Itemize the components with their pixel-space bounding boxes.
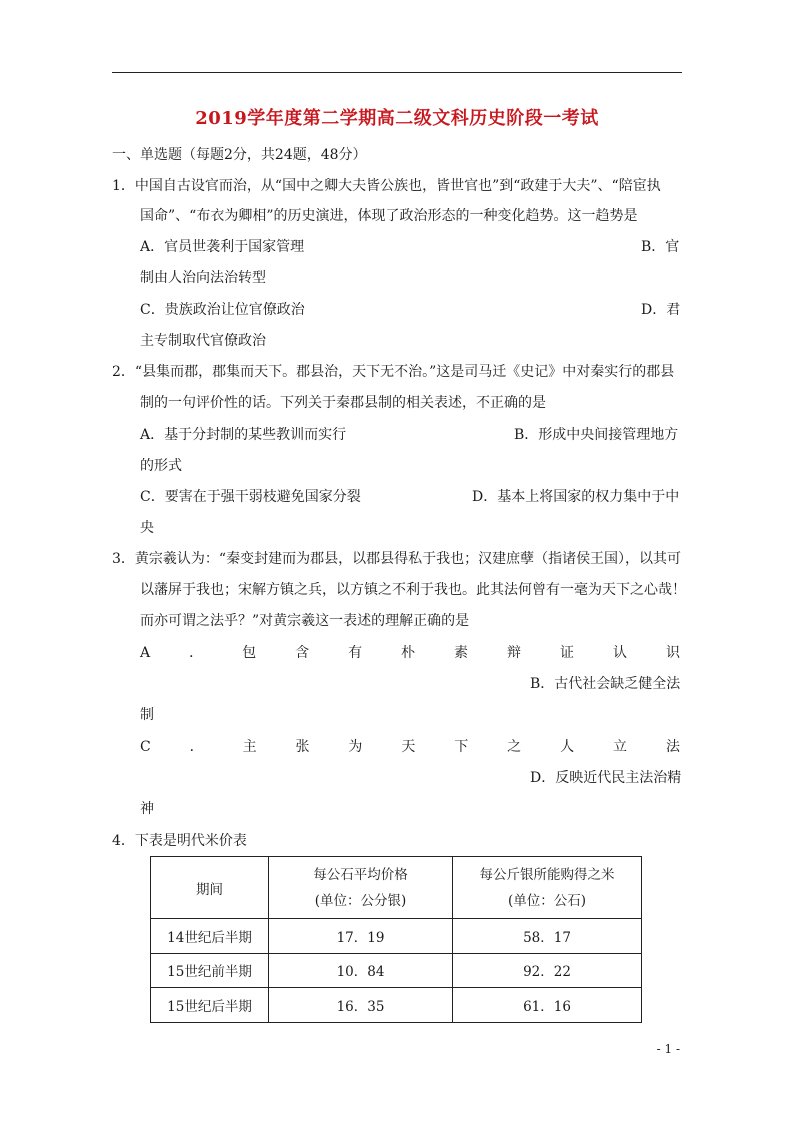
header-price-line1: 每公石平均价格 [313, 866, 408, 883]
q2-option-a: A．基于分封制的某些教训而实行 [140, 427, 347, 443]
q1-stem-line1: 1．中国自古设官而治，从“国中之卿大夫皆公族也，皆世官也”到“政建于大夫”、“陪宦执 [112, 178, 661, 194]
q1-option-d-head: D．君 [641, 302, 681, 318]
q2-option-b-tail: 的形式 [140, 458, 182, 474]
q2-option-d-tail: 央 [140, 520, 154, 536]
header-rule [112, 72, 682, 73]
q3-c-char: 法 [665, 739, 680, 755]
q3-option-a [140, 643, 680, 663]
header-period: 期间 [151, 857, 269, 919]
cell-rice: 61．16 [453, 988, 642, 1023]
table-row [151, 988, 642, 1023]
q3-a-char: 有 [348, 645, 363, 661]
q1-option-d-tail: 主专制取代官僚政治 [140, 333, 266, 349]
page-number: - 1 - [656, 1042, 680, 1056]
q3-a-char: 素 [454, 645, 469, 661]
q3-stem-line1: 3．黄宗羲认为：“秦变封建而为郡县，以郡县得私于我也；汉建庶孽（指诸侯王国），以其可 [112, 551, 682, 567]
q3-a-char: 认 [612, 645, 627, 661]
q3-option-d-tail: 神 [140, 801, 154, 817]
header-price-line2: (单位：公分银) [314, 892, 407, 909]
q3-c-char: 天 [401, 739, 416, 755]
q1-option-b-head: B．官 [641, 239, 680, 255]
q3-c-char: 人 [560, 739, 575, 755]
q3-a-char: 朴 [401, 645, 416, 661]
cell-rice: 92．22 [453, 953, 642, 988]
q2-stem-line2: 制的一句评价性的话。下列关于秦郡县制的相关表述，不正确的是 [140, 395, 546, 411]
q3-c-char: 主 [242, 739, 257, 755]
q3-c-char: 下 [454, 739, 469, 755]
q1-option-c: C．贵族政治让位官僚政治 [140, 302, 305, 318]
q3-stem-line3: 而亦可谓之法乎？”对黄宗羲这一表述的理解正确的是 [140, 613, 470, 629]
cell-price: 10．84 [269, 953, 453, 988]
q3-a-char: A [140, 645, 151, 661]
q3-a-char: 包 [242, 645, 257, 661]
q3-c-char: 张 [295, 739, 310, 755]
q3-option-d-head: D．反映近代民主法治精 [530, 770, 682, 786]
q3-c-char: 立 [613, 739, 628, 755]
q3-c-char: 之 [507, 739, 522, 755]
cell-rice: 58．17 [453, 919, 642, 954]
header-price [269, 857, 453, 919]
q2-option-b-head: B．形成中央间接管理地方 [514, 427, 679, 443]
q3-option-b-head: B．古代社会缺乏健全法 [530, 676, 681, 692]
section-heading: 一、单选题（每题2分，共24题，48分） [112, 147, 367, 163]
header-rice-line1: 每公斤银所能购得之米 [479, 866, 615, 883]
q3-option-c [140, 737, 680, 757]
q1-option-b-tail: 制由人治向法治转型 [140, 270, 266, 286]
cell-price: 16．35 [269, 988, 453, 1023]
header-rice-line2: (单位：公石) [507, 892, 587, 909]
exam-title: 2019学年度第二学期高二级文科历史阶段一考试 [195, 108, 599, 129]
q3-a-char: 识 [665, 645, 680, 661]
cell-period: 15世纪前半期 [151, 953, 269, 988]
q1-stem-line2: 国命”、“布衣为卿相”的历史演进，体现了政治形态的一种变化趋势。这一趋势是 [140, 208, 638, 224]
cell-price: 17．19 [269, 919, 453, 954]
q3-c-char: C [140, 739, 151, 755]
q3-a-char: ． [189, 645, 204, 661]
q3-stem-line2: 以藩屏于我也；宋解方镇之兵，以方镇之不利于我也。此其法何曾有一毫为天下之心哉！ [140, 582, 686, 598]
q3-a-char: 证 [560, 645, 574, 661]
q3-a-char: 含 [295, 645, 310, 661]
q2-option-d-head: D．基本上将国家的权力集中于中 [472, 489, 680, 505]
rice-price-table [150, 856, 642, 1023]
q3-a-char: 辩 [507, 645, 522, 661]
q3-option-b-tail: 制 [140, 707, 154, 723]
cell-period: 15世纪后半期 [151, 988, 269, 1023]
cell-period: 14世纪后半期 [151, 919, 269, 954]
table-row [151, 919, 642, 954]
q1-option-a: A．官员世袭利于国家管理 [140, 239, 305, 255]
q3-c-char: ． [189, 739, 204, 755]
q3-c-char: 为 [348, 739, 363, 755]
table-row [151, 953, 642, 988]
q4-stem: 4．下表是明代米价表 [112, 833, 247, 849]
q2-option-c: C．要害在于强干弱枝避免国家分裂 [140, 489, 361, 505]
table-header-row [151, 857, 642, 919]
q2-stem-line1: 2．“县集而郡，郡集而天下。郡县治，天下无不治。”这是司马迁《史记》中对秦实行的郡县 [112, 364, 675, 380]
header-rice [453, 857, 642, 919]
